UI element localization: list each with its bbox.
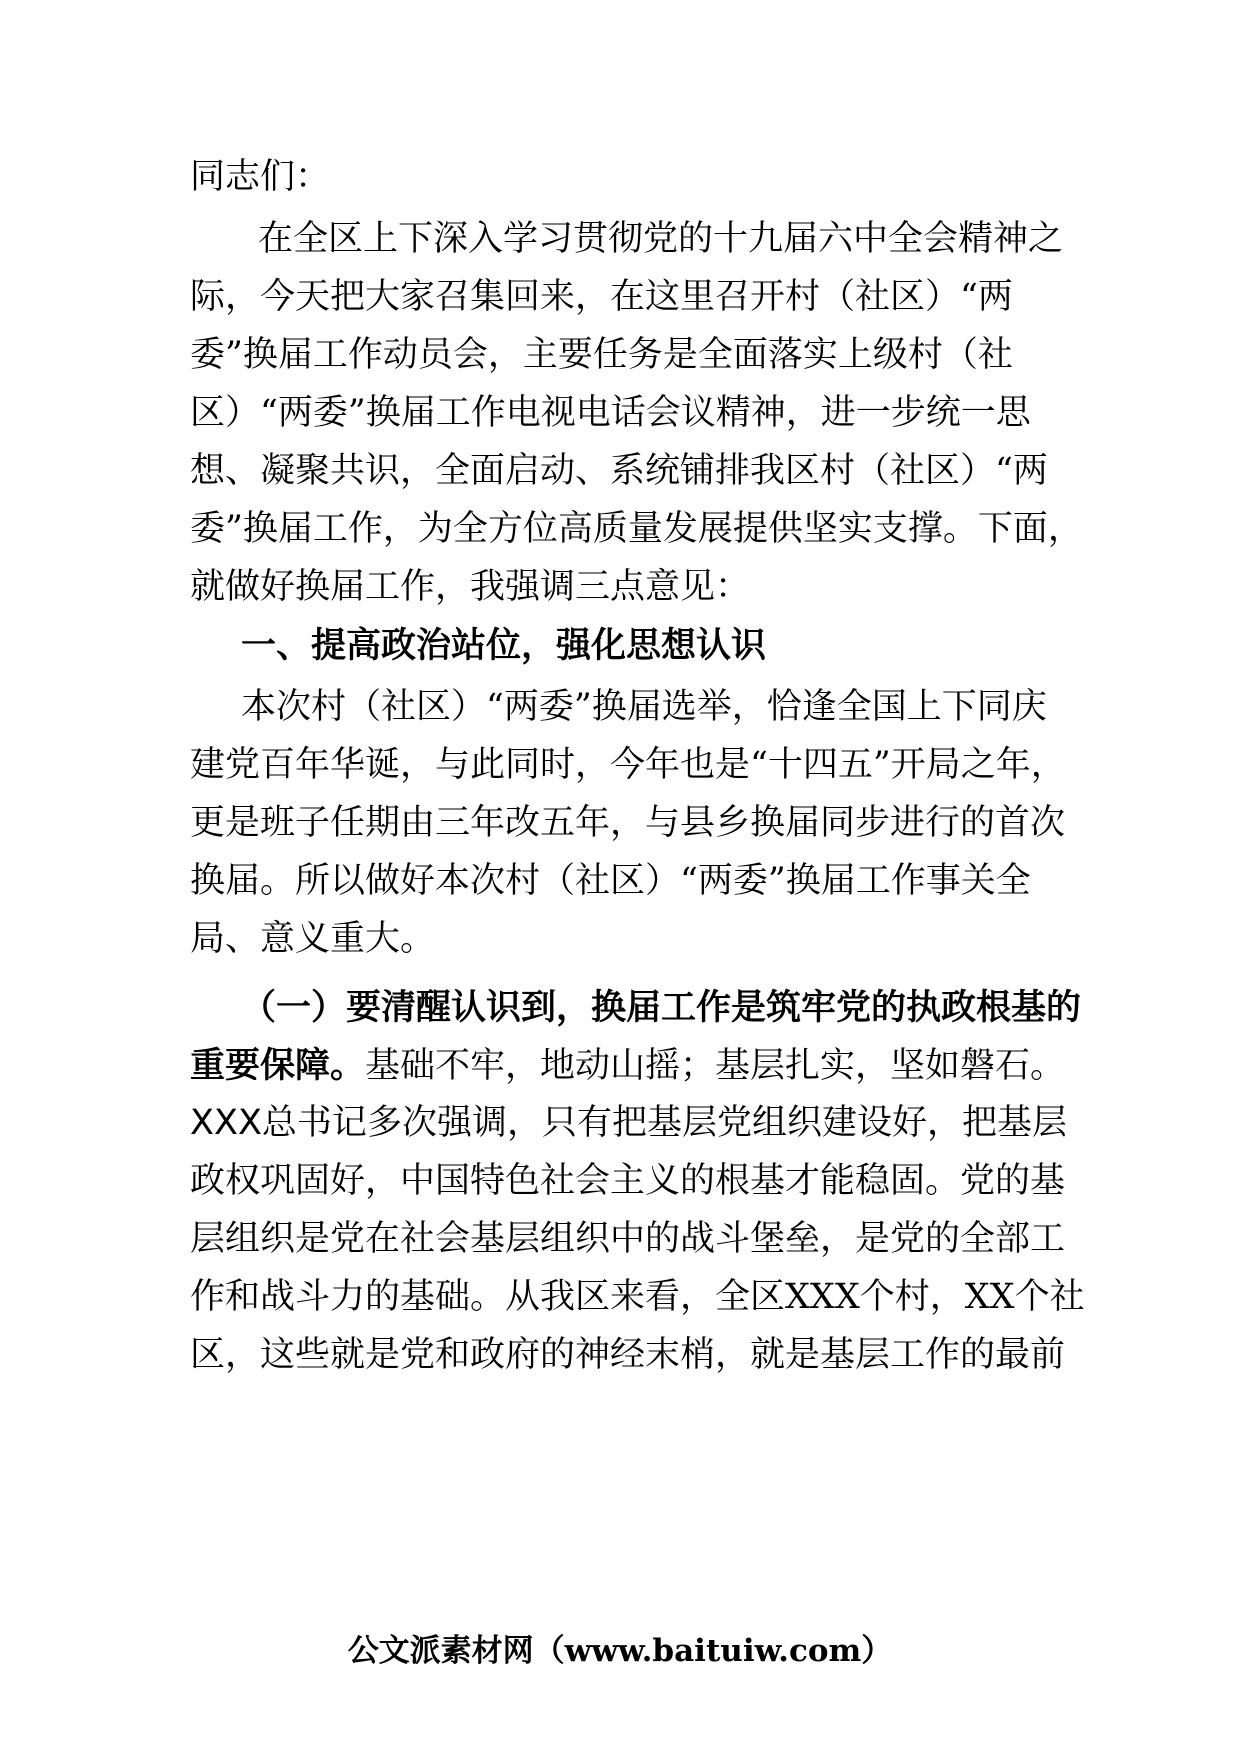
intro-line: 际，今天把大家召集回来，在这里召开村（社区）“两	[190, 277, 1013, 317]
subsection-text: 基础不牢，地动山摇；基层扎实，坚如磐石。	[365, 1046, 1066, 1086]
footer-watermark: 公文派素材网（www.baituiw.com）	[347, 1633, 893, 1669]
intro-line: 在全区上下深入学习贯彻党的十九届六中全会精神之	[258, 219, 1064, 259]
intro-line: 就做好换届工作，我强调三点意见：	[190, 567, 751, 607]
intro-line: 委”换届工作，为全方位高质量发展提供坚实支撑。下面，	[190, 509, 1083, 549]
subsection-text: 多次强调，只有把基层党组织建设好，把基层	[366, 1103, 1067, 1143]
subsection-line: 层组织是党在社会基层组织中的战斗堡垒，是党的全部工	[190, 1219, 1066, 1259]
salutation: 同志们：	[190, 157, 331, 197]
intro-line: 想、凝聚共识，全面启动、系统铺排我区村（社区）“两	[190, 451, 1048, 491]
section-heading: 一、提高政治站位，强化思想认识	[241, 625, 767, 666]
subsection-line: 政权巩固好，中国特色社会主义的根基才能稳固。党的基	[190, 1161, 1066, 1201]
subsection-heading: （一）要清醒认识到，换届工作是筑牢党的执政根基的	[241, 987, 1082, 1028]
subsection-heading-end: 重要保障。	[190, 1045, 366, 1086]
intro-line: 委”换届工作动员会，主要任务是全面落实上级村（社	[190, 335, 1013, 375]
subsection-line: 作和战斗力的基础。从我区来看，全区XXX个村，XX个社	[190, 1277, 1085, 1317]
title-reference: XXX总书记	[190, 1103, 367, 1143]
section1-line: 局、意义重大。	[190, 919, 436, 959]
section1-line: 建党百年华诞，与此同时，今年也是“十四五”开局之年，	[190, 745, 1066, 785]
subsection-line	[190, 1045, 1066, 1086]
section1-line: 更是班子任期由三年改五年，与县乡换届同步进行的首次	[190, 803, 1066, 843]
intro-line: 区）“两委”换届工作电视电话会议精神，进一步统一思	[190, 393, 1031, 433]
section1-line: 本次村（社区）“两委”换届选举，恰逢全国上下同庆	[241, 687, 1047, 727]
subsection-line	[190, 1103, 1067, 1143]
section1-line: 换届。所以做好本次村（社区）“两委”换届工作事关全	[190, 861, 1031, 901]
subsection-line: 区，这些就是党和政府的神经末梢，就是基层工作的最前	[190, 1335, 1066, 1375]
